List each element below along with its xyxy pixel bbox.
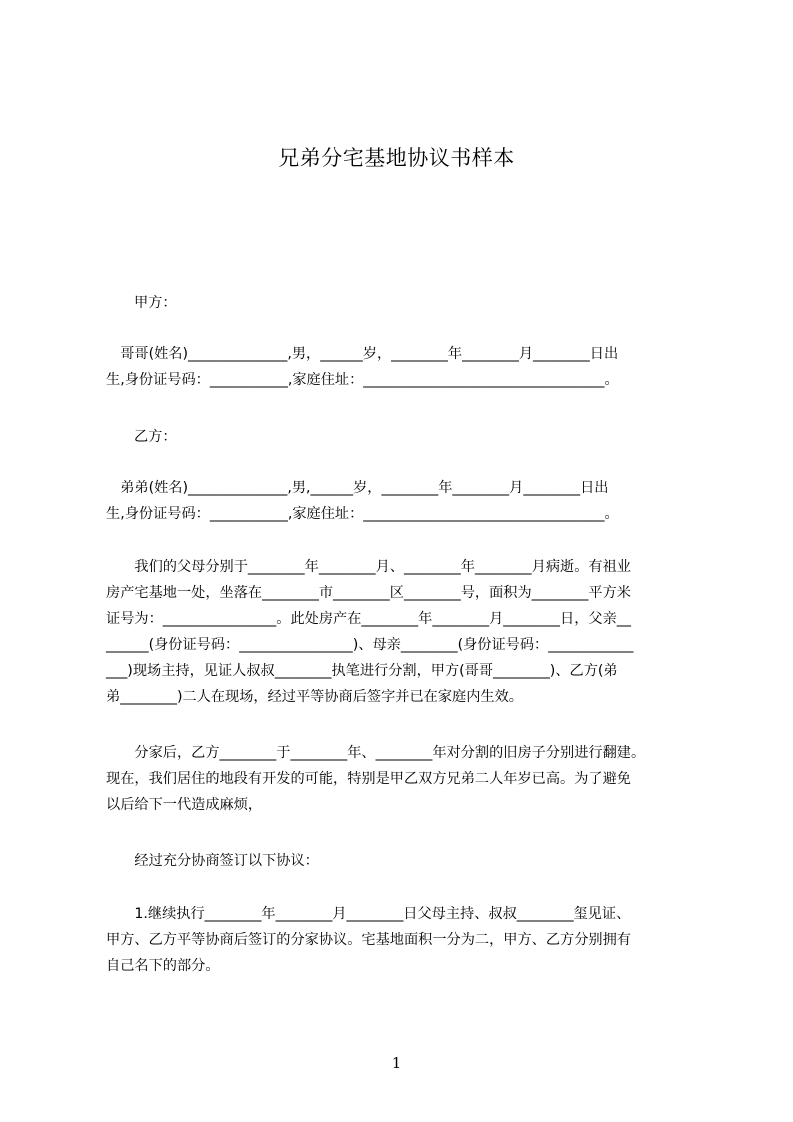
- clause-1: [106, 901, 701, 979]
- background-line-2: 房产宅基地一处，坐落在________市________区________号，面积为________平方米: [106, 585, 631, 601]
- after-split-line-2: 现在，我们居住的地段有开发的可能，特别是甲乙双方兄弟二人年岁已高。为了避免: [106, 771, 631, 787]
- party-a-label: [106, 290, 701, 316]
- background-line-4: ______(身份证号码：________________)、母亲________(身份证号码：____________: [106, 637, 634, 653]
- background-line-3: 证号为：________________。此处房产在________年________月________日，父亲__: [106, 611, 631, 627]
- after-split-paragraph: [106, 740, 701, 818]
- party-b-label: [106, 424, 701, 450]
- party-a-line-1: 哥哥(姓名)______________,男，______岁，________年________月________日出: [106, 346, 619, 362]
- clause-1-line-1: 1.继续执行________年________月________日父母主持、叔叔________玺见证、: [106, 906, 631, 922]
- agreement-intro-text: 经过充分协商签订以下协议：: [106, 853, 319, 869]
- clause-1-line-2: 甲方、乙方平等协商后签订的分家协议。宅基地面积一分为二，甲方、乙方分别拥有: [106, 932, 631, 948]
- background-paragraph: [106, 554, 701, 710]
- background-line-6: 弟________)二人在现场，经过平等协商后签字并已在家庭内生效。: [106, 689, 523, 705]
- party-b-label-text: 乙方：: [134, 429, 177, 445]
- agreement-intro: [106, 848, 701, 874]
- party-b-line-1: 弟弟(姓名)______________,男,______岁，________年________月________日出: [106, 480, 609, 496]
- background-line-1: 我们的父母分别于________年________月、________年________月病逝。有祖业: [106, 559, 631, 575]
- after-split-line-1: 分家后，乙方________于________年、________年对分割的旧房子分别进行翻建。: [106, 745, 646, 761]
- page-number: 1: [391, 1054, 402, 1072]
- party-a-label-text: 甲方：: [134, 295, 177, 311]
- after-split-line-3: 以后给下一代造成麻烦，: [106, 797, 263, 813]
- party-b-line-2: 生,身份证号码：___________,家庭住址：__________________________________。: [106, 506, 619, 522]
- party-b-info: [106, 475, 701, 527]
- background-line-5: ___)现场主持，见证人叔叔________执笔进行分割，甲方(哥哥________)、乙方(弟: [106, 663, 618, 679]
- party-a-line-2: 生,身份证号码：___________,家庭住址：__________________________________。: [106, 372, 619, 388]
- party-a-info: [106, 341, 701, 393]
- clause-1-line-3: 自己名下的部分。: [106, 958, 220, 974]
- document-title: 兄弟分宅基地协议书样本: [278, 146, 515, 170]
